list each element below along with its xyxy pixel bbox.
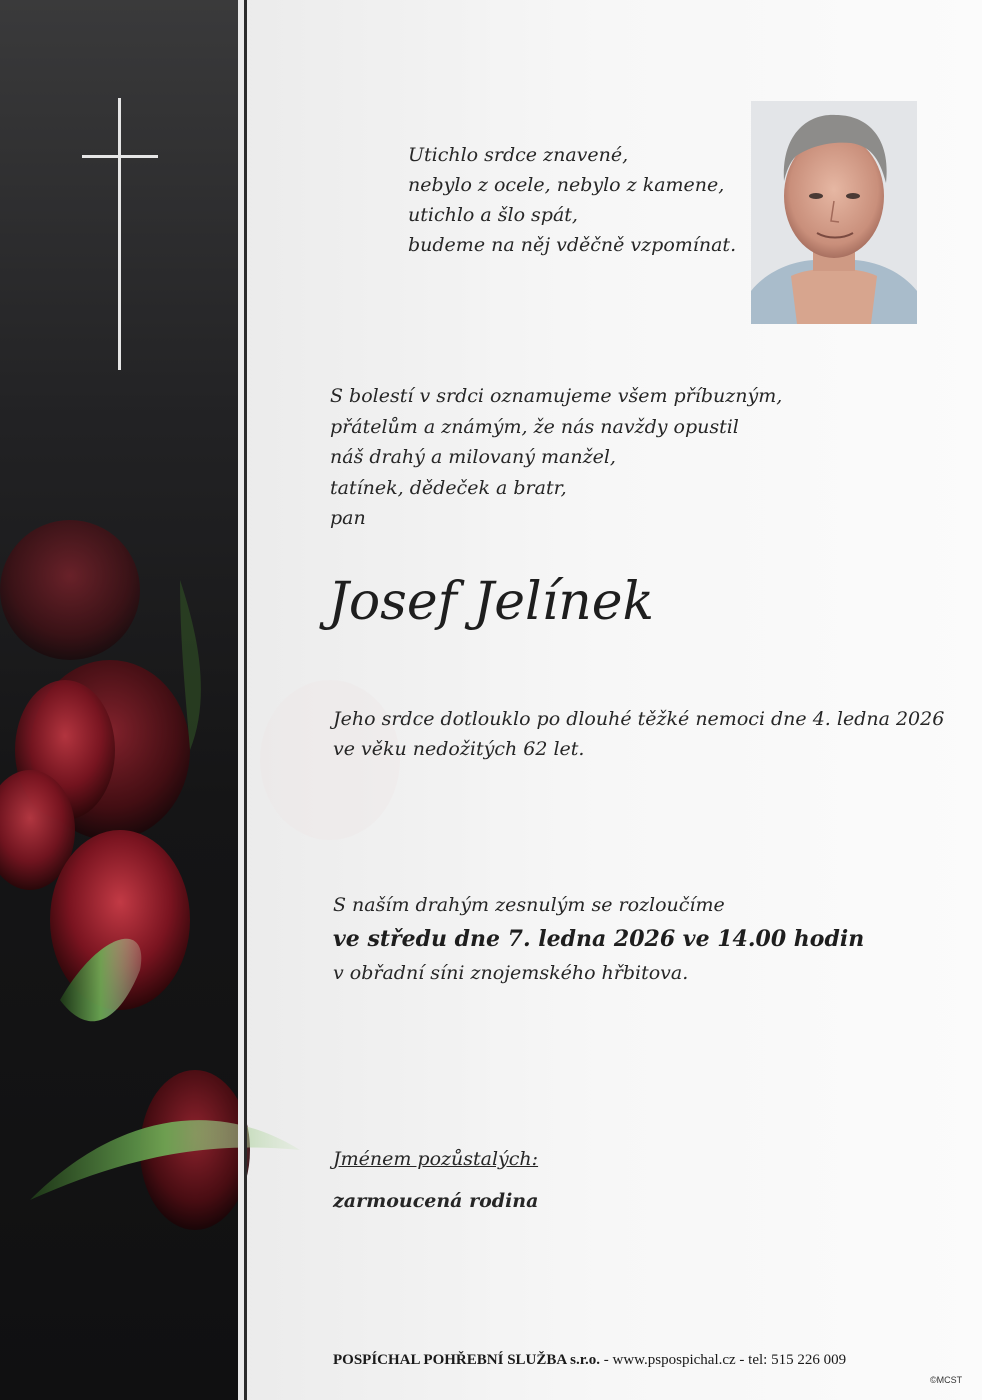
copyright-mark: ©MCST — [930, 1375, 963, 1385]
poem-line: utichlo a šlo spát, — [408, 204, 578, 226]
announcement-line: náš drahý a milovaný manžel, — [330, 446, 616, 468]
farewell-date-time: ve středu dne 7. ledna 2026 ve 14.00 hodin — [333, 926, 865, 952]
deceased-name: Josef Jelínek — [328, 572, 655, 632]
poem-line: nebylo z ocele, nebylo z kamene, — [408, 174, 725, 196]
footer — [333, 1352, 846, 1369]
death-info-line: Jeho srdce dotlouklo po dlouhé těžké nemoci dne 4. ledna 2026 — [333, 708, 945, 730]
cross-icon-bar — [82, 155, 158, 158]
footer-company: POSPÍCHAL POHŘEBNÍ SLUŽBA s.r.o. — [333, 1352, 601, 1368]
announcement-line: tatínek, dědeček a bratr, — [330, 476, 567, 499]
mourners-label: Jménem pozůstalých: — [333, 1148, 539, 1170]
farewell-intro: S naším drahým zesnulým se rozloučíme — [333, 894, 725, 916]
footer-contact: - www.pspospichal.cz - tel: 515 226 009 — [600, 1352, 847, 1368]
cross-icon — [118, 98, 121, 370]
mourners-value: zarmoucená rodina — [333, 1190, 539, 1212]
portrait-photo — [751, 101, 917, 324]
death-info — [333, 704, 944, 764]
panel-divider-dark — [244, 0, 247, 1400]
farewell-location: v obřadní síni znojemského hřbitova. — [333, 962, 689, 984]
poem — [408, 140, 736, 260]
death-info-line: ve věku nedožitých 62 let. — [333, 738, 585, 760]
poem-line: budeme na něj vděčně vzpomínat. — [408, 234, 737, 256]
announcement-line: přátelům a známým, že nás navždy opustil — [330, 415, 739, 438]
announcement-text — [330, 381, 782, 534]
farewell-details — [333, 888, 864, 990]
announcement-line: pan — [330, 507, 366, 529]
announcement-line: S bolestí v srdci oznamujeme všem příbuzným, — [330, 385, 783, 407]
poem-line: Utichlo srdce znavené, — [408, 144, 629, 166]
